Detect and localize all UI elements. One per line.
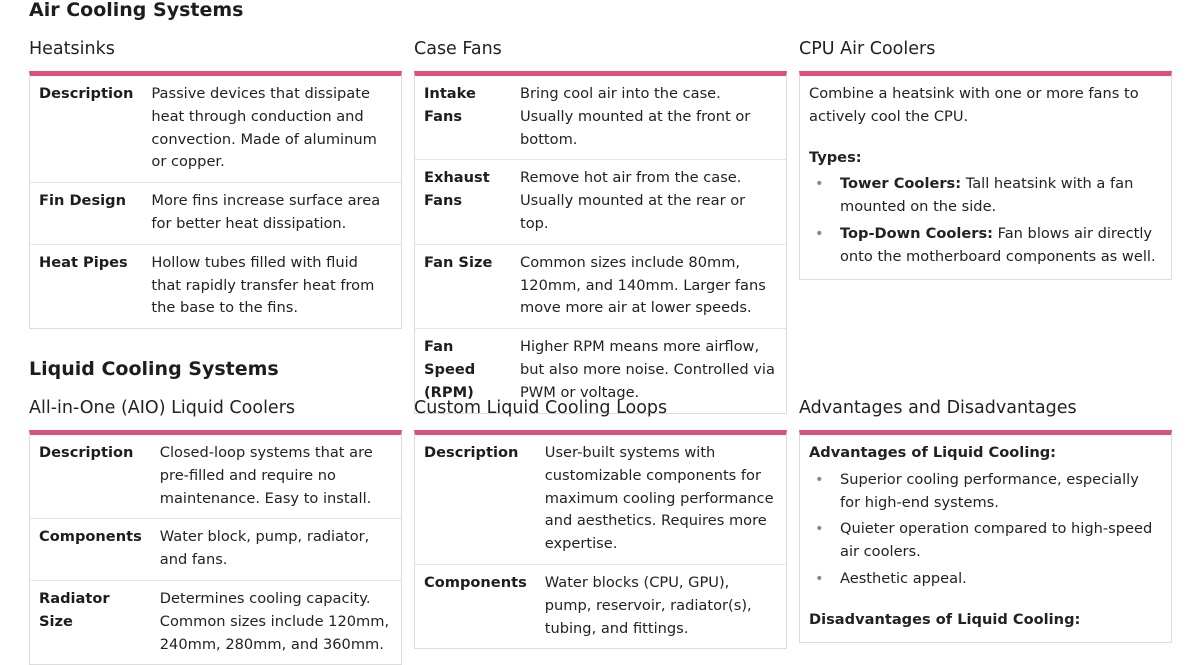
card-title-adv-dis: Advantages and Disadvantages — [799, 398, 1077, 418]
table-row — [415, 160, 786, 244]
list-item — [809, 173, 1162, 219]
table-row — [30, 76, 401, 183]
list-item: • Quieter operation compared to high-speed air coolers. — [809, 518, 1162, 564]
table-row — [415, 244, 786, 328]
row-key: Fan Speed (RPM) — [415, 329, 511, 413]
cpu-intro: Combine a heatsink with one or more fans to actively cool the CPU. — [809, 85, 1139, 125]
table-row — [415, 435, 786, 564]
row-key: Heat Pipes — [30, 244, 142, 328]
item-text: Tall heatsink with a fan mounted on the side. — [840, 175, 1134, 216]
card-heatsinks — [29, 38, 402, 329]
item-text: Fan blows air directly onto the motherboard components as well. — [840, 224, 1156, 265]
row-value: Bring cool air into the case. Usually mounted at the front or bottom. — [520, 85, 751, 148]
list-item: • Aesthetic appeal. — [809, 568, 1162, 591]
row-key: Components — [415, 564, 536, 648]
card-cpu-air-coolers — [799, 38, 1172, 280]
table-row — [30, 519, 401, 581]
row-value: More fins increase surface area for better heat dissipation. — [142, 183, 401, 245]
card-title-heatsinks: Heatsinks — [29, 39, 115, 59]
row-key: Description — [424, 444, 519, 461]
row-value: Closed-loop systems that are pre-filled and require no maintenance. Easy to install. — [159, 444, 373, 507]
row-value: Water blocks (CPU, GPU), pump, reservoir, radiator(s), tubing, and fittings. — [536, 564, 786, 648]
row-value: Water block, pump, radiator, and fans. — [151, 519, 401, 581]
row-value: Higher RPM means more airflow, but also more noise. Controlled via PWM or voltage. — [511, 329, 786, 413]
card-case-fans — [414, 38, 787, 414]
table-row — [30, 244, 401, 328]
table-row — [415, 76, 786, 160]
row-key: Radiator Size — [30, 580, 151, 664]
card-title-case-fans: Case Fans — [414, 39, 502, 59]
row-key: Description — [39, 85, 134, 102]
card-title-cpu-air-coolers: CPU Air Coolers — [799, 39, 936, 59]
row-value: Determines cooling capacity. Common sizes include 120mm, 240mm, 280mm, and 360mm. — [151, 580, 401, 664]
row-key: Intake Fans — [424, 85, 476, 125]
list-item — [809, 223, 1162, 269]
case-fans-table — [415, 76, 786, 413]
row-key: Exhaust Fans — [415, 160, 511, 244]
row-value: Passive devices that dissipate heat through conduction and convection. Made of aluminum or copper. — [151, 85, 377, 171]
row-value: User-built systems with customizable components for maximum cooling performance and aesthetics. Requires more expertise. — [544, 444, 774, 553]
row-value: Hollow tubes filled with fluid that rapidly transfer heat from the base to the fins. — [142, 244, 401, 328]
table-row — [30, 183, 401, 245]
row-key: Fin Design — [30, 183, 142, 245]
card-title-aio: All-in-One (AIO) Liquid Coolers — [29, 398, 296, 418]
row-key: Components — [30, 519, 151, 581]
section-title-air: Air Cooling Systems — [29, 0, 244, 21]
table-row — [415, 564, 786, 648]
heatsinks-table — [30, 76, 401, 328]
table-row — [30, 435, 401, 519]
item-term: Tower Coolers: — [840, 175, 962, 193]
disadvantages-heading: Disadvantages of Liquid Cooling: — [809, 610, 1081, 628]
card-custom-loops — [414, 397, 787, 649]
card-adv-dis — [799, 397, 1172, 643]
item-term: Top-Down Coolers: — [840, 224, 994, 242]
advantages-list — [809, 469, 1162, 591]
section-title-liquid: Liquid Cooling Systems — [29, 358, 279, 380]
row-key: Fan Size — [415, 244, 511, 328]
table-row — [30, 580, 401, 664]
types-label: Types: — [809, 148, 862, 166]
row-key: Description — [39, 444, 134, 461]
card-aio-coolers — [29, 397, 402, 665]
row-value: Remove hot air from the case. Usually mounted at the rear or top. — [511, 160, 786, 244]
custom-loops-table — [415, 435, 786, 648]
advantages-heading: Advantages of Liquid Cooling: — [809, 444, 1056, 461]
card-title-custom: Custom Liquid Cooling Loops — [414, 398, 668, 418]
cooler-types-list — [809, 173, 1162, 268]
list-item: • Superior cooling performance, especially for high-end systems. — [809, 469, 1162, 515]
row-value: Common sizes include 80mm, 120mm, and 140mm. Larger fans move more air at lower speeds. — [511, 244, 786, 328]
